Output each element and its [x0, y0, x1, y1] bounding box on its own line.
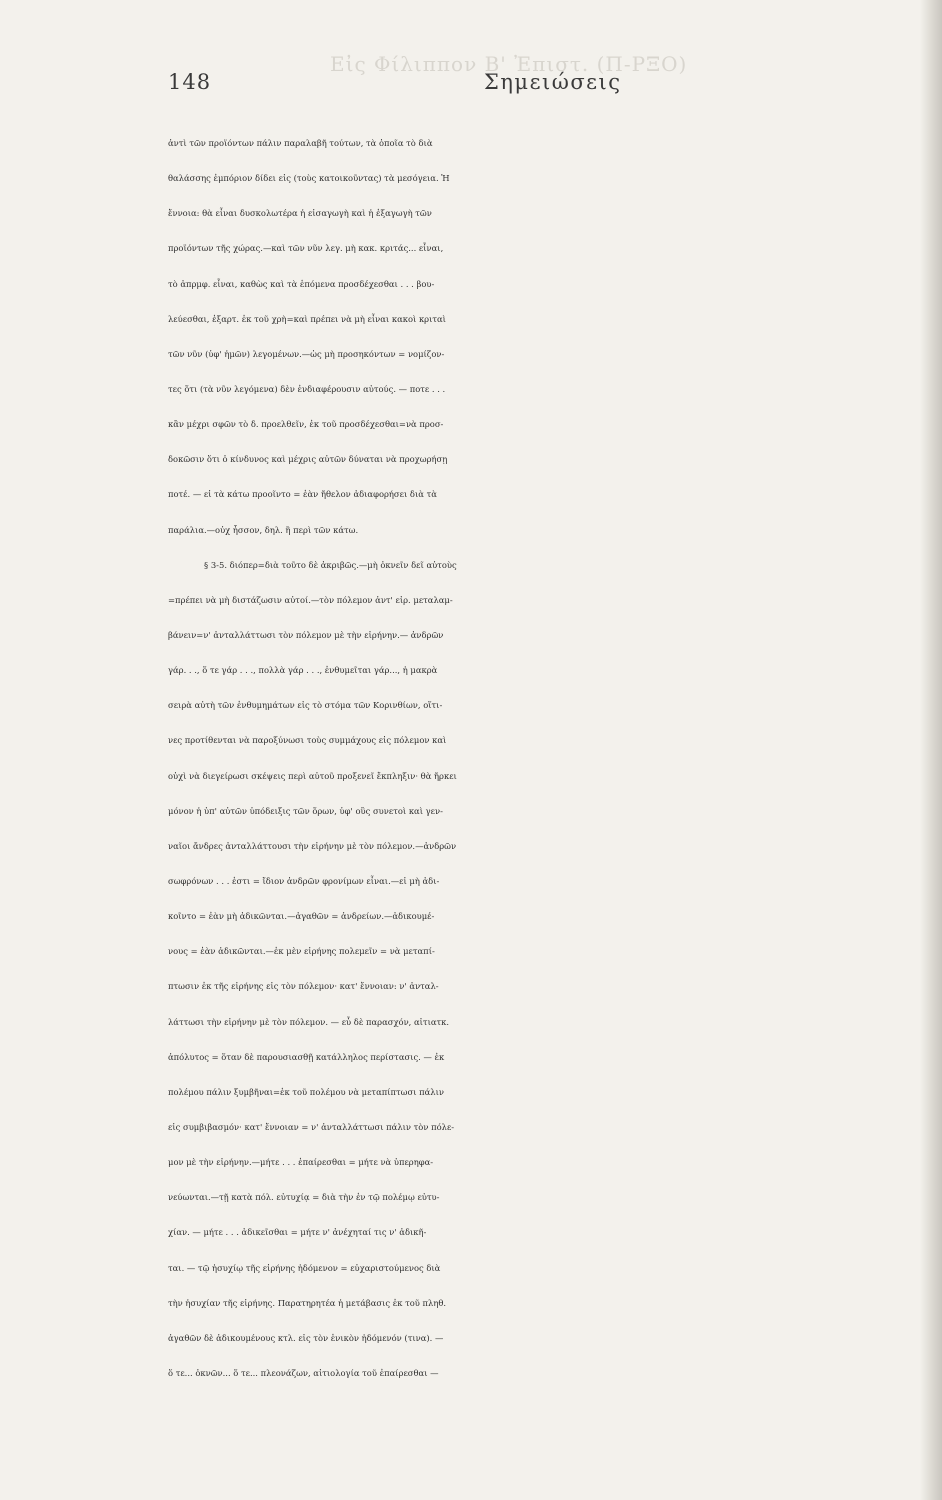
text-line: χίαν. — μήτε . . . ἀδικεῖσθαι = μήτε ν' ἀνέχηταί τις ν' ἀδικῆ- — [168, 1227, 427, 1238]
text-line: εἰς συμβιβασμόν· κατ' ἔννοιαν = ν' ἀνταλλάττωσι πάλιν τὸν πόλε- — [168, 1121, 455, 1132]
text-line: νες προτίθενται νὰ παροξύνωσι τοὺς συμμάχους εἰς πόλεμον καὶ — [168, 735, 447, 746]
text-line: ἀπόλυτος = ὅταν δὲ παρουσιασθῇ κατάλληλος περίστασις. — ἐκ — [168, 1051, 445, 1062]
text-line: δοκῶσιν ὅτι ὁ κίνδυνος καὶ μέχρις αὐτῶν δύναται νὰ προχωρήσῃ — [168, 454, 448, 465]
text-line: § 3-5. διόπερ=διὰ τοῦτο δὲ ἀκριβῶς.—μὴ ὀκνεῖν δεῖ αὐτοὺς — [204, 559, 457, 570]
text-line: τες ὅτι (τὰ νῦν λεγόμενα) δὲν ἐνδιαφέρουσιν αὐτούς. — ποτε . . . — [168, 383, 446, 394]
text-line: σωφρόνων . . . ἐστι = ἴδιον ἀνδρῶν φρονίμων εἶναι.—εἰ μὴ ἀδι- — [168, 875, 440, 886]
text-line: λεύεσθαι, ἐξαρτ. ἐκ τοῦ χρὴ=καὶ πρέπει νὰ μὴ εἶναι κακοὶ κριταὶ — [168, 313, 446, 324]
text-line: τῶν νῦν (ὑφ' ἡμῶν) λεγομένων.—ὡς μὴ προσηκόντων = νομίζον- — [168, 348, 445, 359]
text-line: ὅ τε... ὀκνῶν... ὅ τε... πλεονάζων, αἰτιολογία τοῦ ἐπαίρεσθαι — — [168, 1367, 439, 1378]
text-line: ἔννοια: θὰ εἶναι δυσκολωτέρα ἡ εἰσαγωγὴ καὶ ἡ ἐξαγωγὴ τῶν — [168, 208, 432, 219]
text-line: κοῖντο = ἐὰν μὴ ἀδικῶνται.—ἀγαθῶν = ἀνδρείων.—ἀδικουμέ- — [168, 911, 435, 922]
text-line: μον μὲ τὴν εἰρήνην.—μήτε . . . ἐπαίρεσθαι = μήτε νὰ ὑπερηφα- — [168, 1157, 434, 1168]
text-line: ποτέ. — εἰ τὰ κάτω προοῖντο = ἐὰν ἤθελον ἀδιαφορήσει διὰ τὰ — [168, 489, 437, 500]
text-line: σειρὰ αὐτὴ τῶν ἐνθυμημάτων εἰς τὸ στόμα τῶν Κορινθίων, οἵτι- — [168, 700, 443, 711]
text-line: πολέμου πάλιν ξυμβῆναι=ἐκ τοῦ πολέμου νὰ μεταπίπτωσι πάλιν — [168, 1086, 444, 1097]
text-line: ἀγαθῶν δὲ ἀδικουμένους κτλ. εἰς τὸν ἑνικὸν ἡδόμενόν (τινα). — — [168, 1332, 444, 1343]
text-line: κἂν μέχρι σφῶν τὸ δ. προελθεῖν, ἐκ τοῦ προσδέχεσθαι=νὰ προσ- — [168, 419, 444, 430]
text-line: λάττωσι τὴν εἰρήνην μὲ τὸν πόλεμον. — εὖ δὲ παρασχόν, αἰτιατκ. — [168, 1016, 450, 1027]
text-line: ται. — τῷ ἡσυχίῳ τῆς εἰρήνης ἡδόμενον = εὐχαριστούμενος διὰ — [168, 1262, 441, 1273]
running-title: Σημειώσεις — [484, 70, 622, 94]
text-line: μόνον ἡ ὑπ' αὐτῶν ὑπόδειξις τῶν ὅρων, ὑφ' οὓς συνετοὶ καὶ γεν- — [168, 805, 443, 816]
text-line: παράλια.—οὐχ ἧσσον, δηλ. ἢ περὶ τῶν κάτω. — [168, 524, 359, 535]
commentary-body — [168, 126, 908, 1391]
text-line: ἀντὶ τῶν προϊόντων πάλιν παραλαβῆ τούτων, τὰ ὁποῖα τὸ διὰ — [168, 138, 433, 148]
text-line: νους = ἐὰν ἀδικῶνται.—ἐκ μὲν εἰρήνης πολεμεῖν = νὰ μεταπί- — [168, 946, 435, 957]
bleed-through-text: Εἰς Φίλιππον Β' Ἐπιστ. (Π-ΡΞΟ) — [330, 52, 688, 76]
page-number: 148 — [168, 70, 212, 94]
text-line: τὴν ἡσυχίαν τῆς εἰρήνης. Παρατηρητέα ἡ μετάβασις ἐκ τοῦ πληθ. — [168, 1297, 447, 1308]
text-line: προϊόντων τῆς χώρας.—καὶ τῶν νῦν λεγ. μὴ κακ. κριτάς... εἶναι, — [168, 243, 444, 254]
text-line: οὐχὶ νὰ διεγείρωσι σκέψεις περὶ αὐτοῦ προξενεῖ ἔκπληξιν· θὰ ἤρκει — [168, 770, 457, 781]
text-line: τὸ ἀπρμφ. εἶναι, καθὼς καὶ τὰ ἑπόμενα προσδέχεσθαι . . . βου- — [168, 278, 435, 289]
page-edge-shadow — [920, 0, 942, 1500]
text-line: νεύωνται.—τῇ κατὰ πόλ. εὐτυχίᾳ = διὰ τὴν ἐν τῷ πολέμῳ εὐτυ- — [168, 1192, 440, 1203]
text-line: βάνειν=ν' ἀνταλλάττωσι τὸν πόλεμον μὲ τὴν εἰρήνην.— ἀνδρῶν — [168, 629, 444, 640]
text-line: =πρέπει νὰ μὴ διστάζωσιν αὐτοί.—τὸν πόλεμον ἀντ' εἰρ. μεταλαμ- — [168, 594, 453, 605]
text-line: θαλάσσης ἐμπόριον δίδει εἰς (τοὺς κατοικοῦντας) τὰ μεσόγεια. Ἡ — [168, 173, 450, 184]
page-header — [0, 70, 942, 102]
text-line: ναῖοι ἄνδρες ἀνταλλάττουσι τὴν εἰρήνην μὲ τὸν πόλεμον.—ἀνδρῶν — [168, 840, 457, 851]
text-line: πτωσιν ἐκ τῆς εἰρήνης εἰς τὸν πόλεμον· κατ' ἔννοιαν: ν' ἀνταλ- — [168, 981, 439, 992]
text-line: γάρ. . ., ὅ τε γάρ . . ., πολλὰ γάρ . . ., ἐνθυμεῖται γάρ..., ἡ μακρὰ — [168, 665, 438, 676]
